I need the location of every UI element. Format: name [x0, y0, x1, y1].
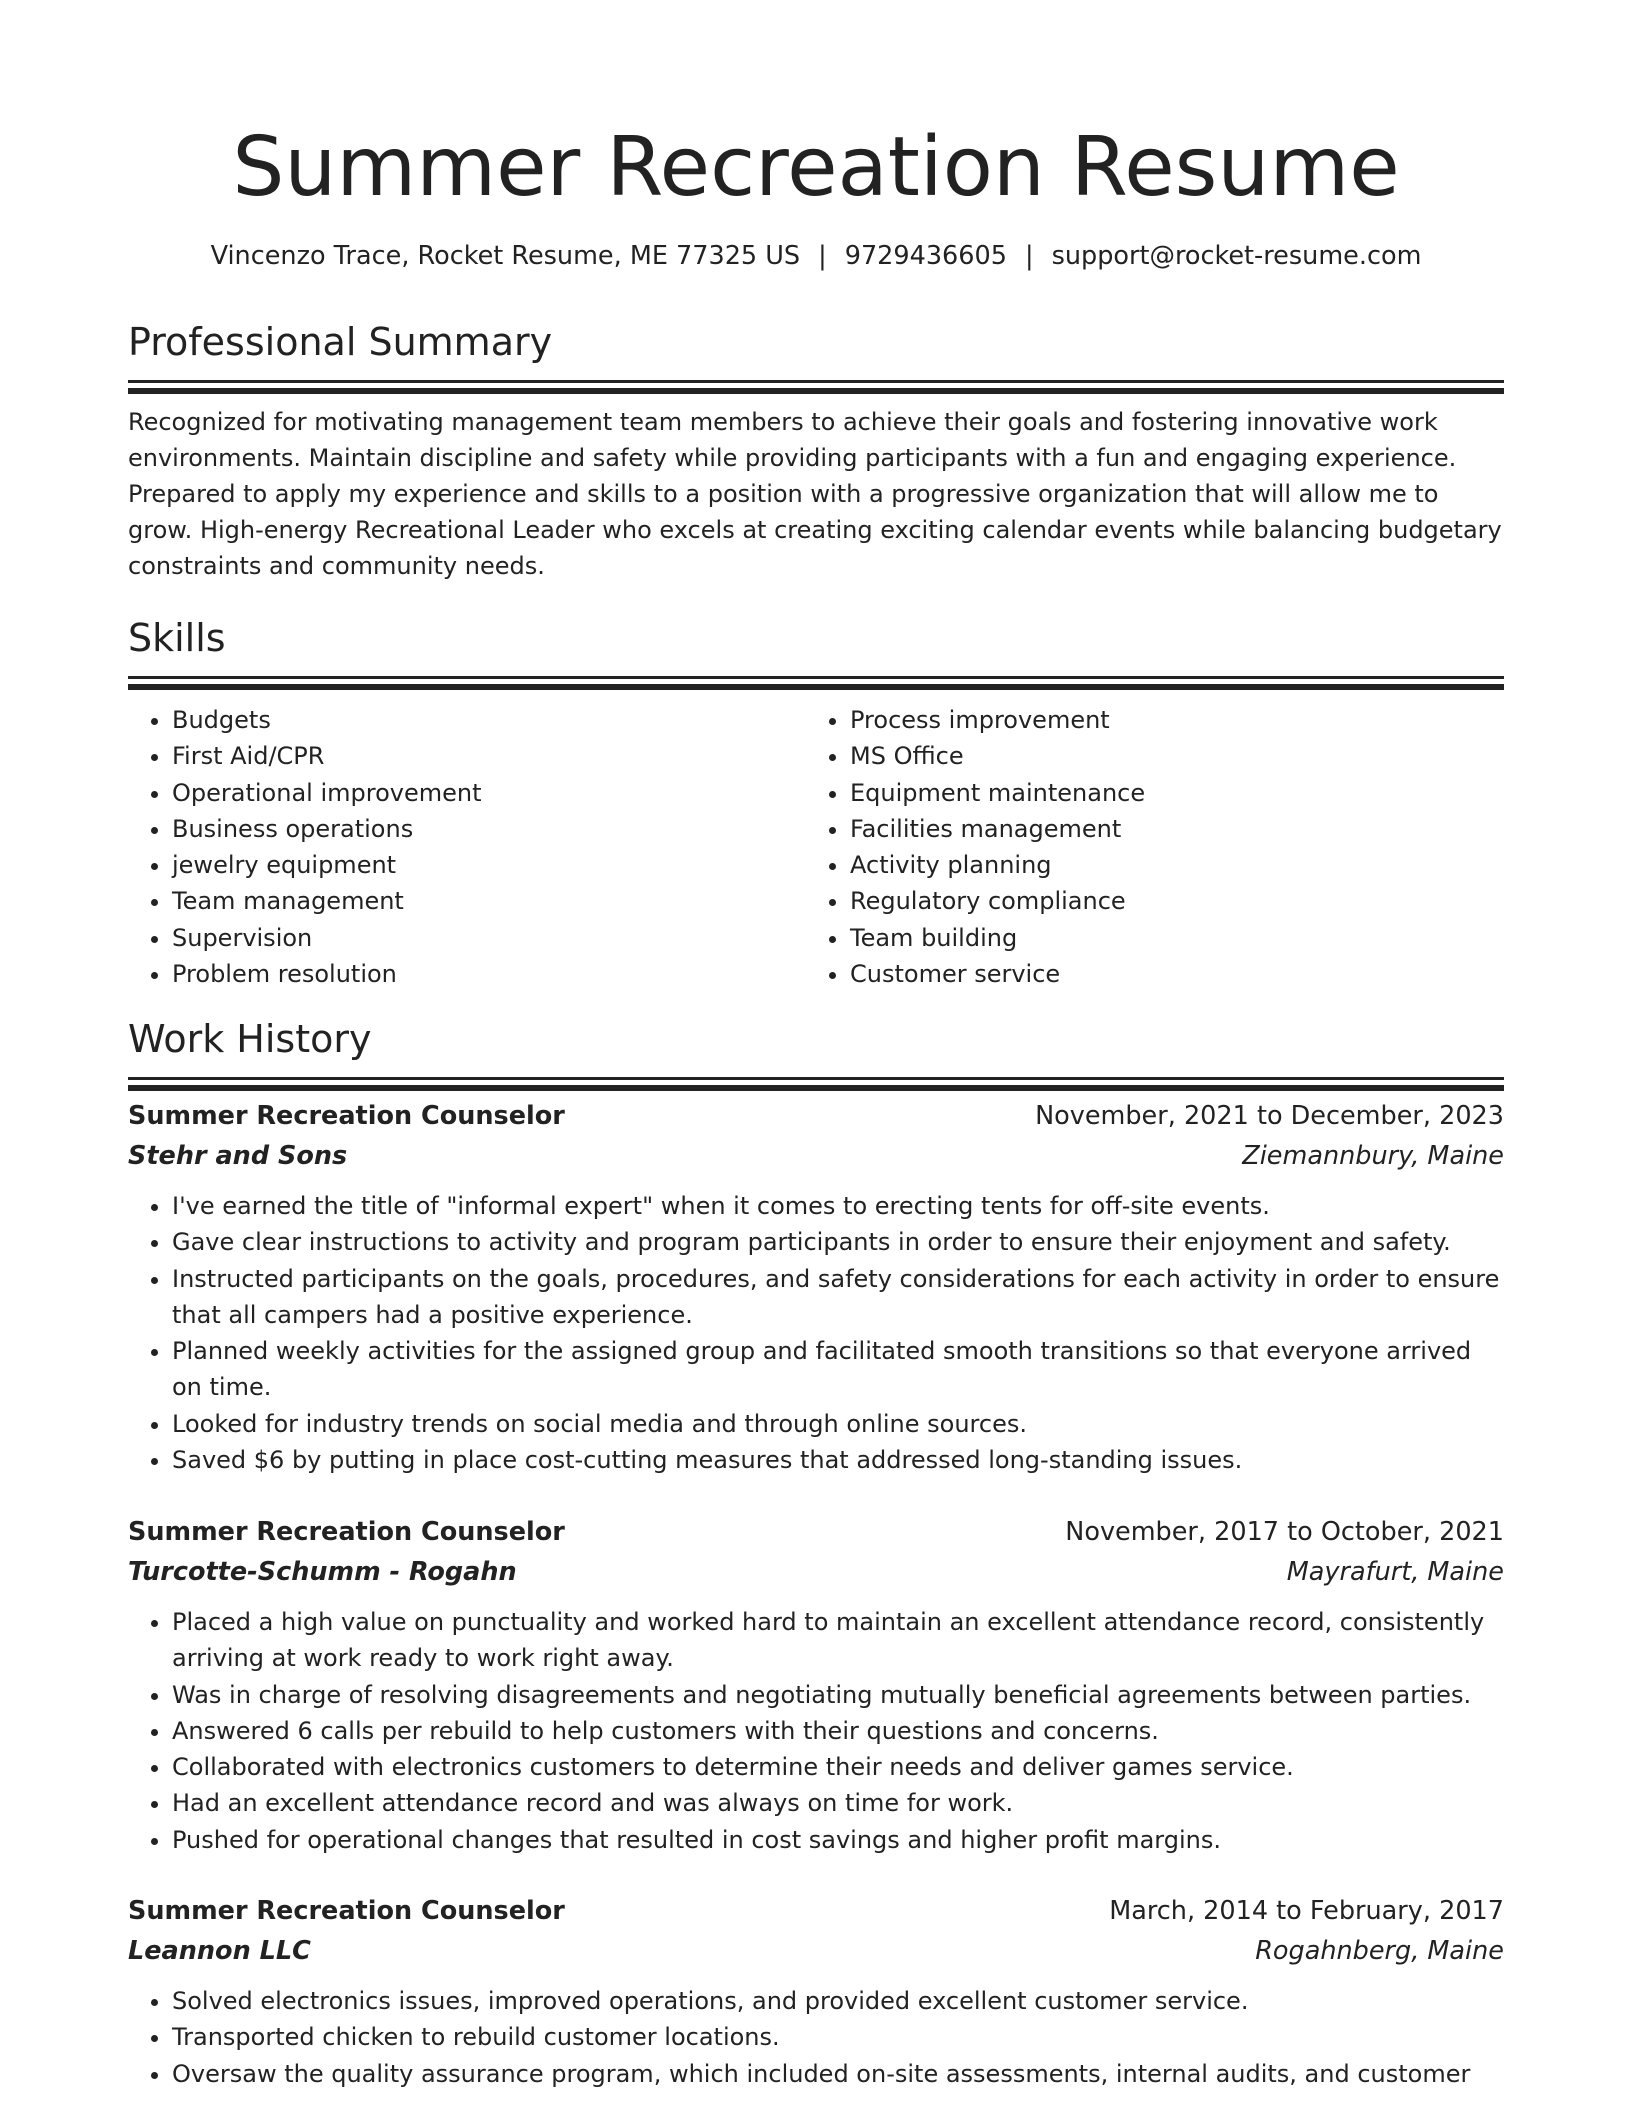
job-company: Stehr and Sons [128, 1141, 348, 1171]
contact-phone: 9729436605 [844, 241, 1007, 271]
skills-column-right [806, 702, 1490, 992]
skills-section-header [128, 612, 1504, 690]
job-bullet: • Answered 6 calls per rebuild to help customers with their questions and concerns. [172, 1713, 1504, 1749]
summary-heading: Professional Summary [128, 320, 553, 364]
skill-item: • Business operations [172, 811, 812, 847]
skill-item: • Regulatory compliance [850, 883, 1490, 919]
job-bullet: • Saved $6 by putting in place cost-cutting measures that addressed long-standing issues. [172, 1442, 1504, 1478]
job-title: Summer Recreation Counselor [128, 1517, 565, 1547]
job-bullet: • Looked for industry trends on social media and through online sources. [172, 1406, 1504, 1442]
contact-separator: | [1024, 241, 1034, 271]
job-bullets [128, 1604, 1504, 1858]
job-bullet: • Oversaw the quality assurance program, which included on-site assessments, internal audits, and customer [172, 2056, 1504, 2092]
section-divider [128, 1077, 1504, 1080]
job-location: Ziemannbury, Maine [1242, 1141, 1504, 1171]
job-location: Rogahnberg, Maine [1255, 1936, 1504, 1966]
section-divider [128, 684, 1504, 690]
contact-address: Vincenzo Trace, Rocket Resume, ME 77325 US [210, 241, 801, 271]
skill-item: • Problem resolution [172, 956, 812, 992]
job-bullet: • Transported chicken to rebuild customer locations. [172, 2019, 1504, 2055]
skill-item: • First Aid/CPR [172, 738, 812, 774]
job-company: Leannon LLC [128, 1936, 311, 1966]
job-bullets [128, 1188, 1504, 1478]
job-title: Summer Recreation Counselor [128, 1101, 565, 1131]
section-divider [128, 380, 1504, 383]
job-entry [128, 1096, 1504, 1478]
skill-item: • Team management [172, 883, 812, 919]
job-bullet: • Instructed participants on the goals, procedures, and safety considerations for each activity in order to ensure that all campers had a positive experience. [172, 1261, 1504, 1334]
job-entry [128, 1891, 1504, 2092]
contact-line [128, 238, 1504, 274]
page-title: Summer Recreation Resume [232, 120, 1400, 215]
skill-item: • Facilities management [850, 811, 1490, 847]
job-bullet: • Gave clear instructions to activity and program participants in order to ensure their enjoyment and safety. [172, 1224, 1504, 1260]
skill-item: • Process improvement [850, 702, 1490, 738]
summary-section-header [128, 316, 1504, 394]
section-divider [128, 676, 1504, 679]
skills-column-left [128, 702, 812, 992]
job-dates: November, 2021 to December, 2023 [1035, 1101, 1504, 1131]
contact-email: support@rocket-resume.com [1051, 241, 1422, 271]
skill-item: • MS Office [850, 738, 1490, 774]
job-location: Mayrafurt, Maine [1286, 1557, 1504, 1587]
skill-item: • Team building [850, 920, 1490, 956]
summary-text: Recognized for motivating management team members to achieve their goals and fostering innovative work environments. Maintain discipline and safety while providing participants with a fun and engaging experience. Prepared to apply my experience and skills to a position with a progressive organization that will allow me to grow. High-energy Recreational Leader who excels at creating exciting calendar events while balancing budgetary constraints and community needs. [128, 408, 1502, 580]
job-bullet: • Collaborated with electronics customers to determine their needs and deliver games service. [172, 1749, 1504, 1785]
job-bullet: • Pushed for operational changes that resulted in cost savings and higher profit margins. [172, 1822, 1504, 1858]
job-bullets [128, 1983, 1504, 2092]
job-bullet: • Planned weekly activities for the assigned group and facilitated smooth transitions so that everyone arrived on time. [172, 1333, 1504, 1406]
job-title: Summer Recreation Counselor [128, 1896, 565, 1926]
job-bullet: • I've earned the title of "informal expert" when it comes to erecting tents for off-site events. [172, 1188, 1504, 1224]
skill-item: • Budgets [172, 702, 812, 738]
skill-item: • Supervision [172, 920, 812, 956]
work-heading: Work History [128, 1017, 372, 1061]
skill-item: • Equipment maintenance [850, 775, 1490, 811]
job-entry [128, 1512, 1504, 1858]
job-dates: November, 2017 to October, 2021 [1065, 1517, 1504, 1547]
job-company: Turcotte-Schumm - Rogahn [128, 1557, 517, 1587]
section-divider [128, 388, 1504, 394]
skill-item: • Activity planning [850, 847, 1490, 883]
skills-heading: Skills [128, 616, 226, 660]
skill-item: • Customer service [850, 956, 1490, 992]
section-divider [128, 1085, 1504, 1091]
skill-item: • Operational improvement [172, 775, 812, 811]
skill-item: • jewelry equipment [172, 847, 812, 883]
job-bullet: • Was in charge of resolving disagreements and negotiating mutually beneficial agreements between parties. [172, 1677, 1504, 1713]
job-bullet: • Had an excellent attendance record and was always on time for work. [172, 1785, 1504, 1821]
contact-separator: | [818, 241, 827, 271]
job-bullet: • Solved electronics issues, improved operations, and provided excellent customer service. [172, 1983, 1504, 2019]
job-dates: March, 2014 to February, 2017 [1109, 1896, 1504, 1926]
job-bullet: • Placed a high value on punctuality and worked hard to maintain an excellent attendance record, consistently arriving at work ready to work right away. [172, 1604, 1504, 1677]
work-section-header [128, 1013, 1504, 1091]
